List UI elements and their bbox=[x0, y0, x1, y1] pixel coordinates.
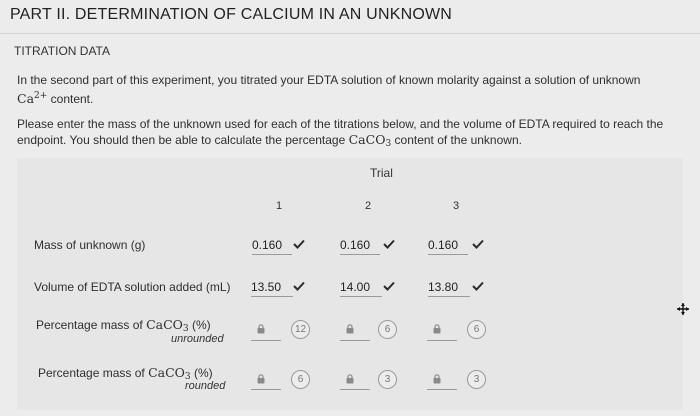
volume-input-trial-3[interactable]: 13.80 bbox=[428, 280, 470, 297]
lock-icon bbox=[257, 324, 265, 334]
titration-table bbox=[17, 158, 683, 410]
pct-rounded-field-trial-2[interactable] bbox=[340, 389, 370, 390]
pct-rounded-suffix: (%) bbox=[190, 366, 213, 380]
pct-unrounded-prefix: Percentage mass of bbox=[36, 318, 147, 332]
lock-icon bbox=[346, 324, 354, 334]
pct-rounded-formula bbox=[148, 365, 191, 380]
trial-col-1: 1 bbox=[276, 200, 283, 212]
lock-icon bbox=[346, 374, 354, 384]
pct-unrounded-formula bbox=[146, 317, 189, 332]
mass-input-trial-3[interactable]: 0.160 bbox=[428, 238, 468, 255]
attempts-badge: 3 bbox=[378, 370, 397, 389]
section-title: TITRATION DATA bbox=[14, 44, 110, 58]
pct-unrounded-sublabel: unrounded bbox=[171, 333, 224, 345]
pct-rounded-formula-sub: 3 bbox=[184, 372, 191, 382]
check-icon bbox=[472, 239, 484, 249]
lock-icon bbox=[257, 374, 265, 384]
pct-rounded-field-trial-3[interactable] bbox=[427, 389, 457, 390]
intro-line1: In the second part of this experiment, you titrated your EDTA solution of known molarity against a solution of unknown bbox=[17, 73, 641, 87]
volume-label: Volume of EDTA solution added (mL) bbox=[34, 280, 231, 294]
mouse-pointer-icon bbox=[676, 302, 690, 316]
check-icon bbox=[383, 281, 395, 291]
check-icon bbox=[293, 281, 305, 291]
instructions-part2: content of the unknown. bbox=[391, 133, 522, 147]
check-icon bbox=[293, 239, 305, 249]
attempts-badge: 12 bbox=[291, 320, 310, 339]
ion-charge: 2+ bbox=[34, 91, 48, 101]
pct-rounded-field-trial-1[interactable] bbox=[251, 389, 281, 390]
trial-col-3: 3 bbox=[453, 200, 460, 212]
mass-input-trial-2[interactable]: 0.160 bbox=[340, 238, 380, 255]
pct-rounded-sublabel: rounded bbox=[185, 380, 226, 392]
pct-unrounded-field-trial-3[interactable] bbox=[427, 340, 457, 341]
pct-unrounded-label bbox=[36, 317, 211, 334]
instructions-formula-sub: 3 bbox=[385, 139, 392, 149]
instructions-formula-base: CaCO bbox=[348, 132, 386, 147]
pct-rounded-prefix: Percentage mass of bbox=[38, 366, 149, 380]
attempts-badge: 6 bbox=[291, 370, 310, 389]
pct-unrounded-suffix: (%) bbox=[188, 318, 211, 332]
volume-input-trial-1[interactable]: 13.50 bbox=[251, 280, 293, 297]
attempts-badge: 6 bbox=[378, 320, 397, 339]
pct-rounded-formula-base: CaCO bbox=[148, 365, 185, 380]
mass-input-trial-1[interactable]: 0.160 bbox=[252, 238, 292, 255]
check-icon bbox=[472, 281, 484, 291]
lock-icon bbox=[433, 324, 441, 334]
pct-unrounded-field-trial-1[interactable] bbox=[251, 340, 281, 341]
intro-paragraph bbox=[17, 72, 677, 107]
intro-line2: content. bbox=[47, 92, 94, 106]
attempts-badge: 6 bbox=[467, 320, 486, 339]
trial-header: Trial bbox=[370, 166, 393, 180]
instructions-part1: Please enter the mass of the unknown used for each of the titrations below, and the volume of EDTA required to reach the endpoint. You should then be able to calculate the percentage bbox=[17, 117, 664, 147]
lock-icon bbox=[433, 374, 441, 384]
attempts-badge: 3 bbox=[467, 370, 486, 389]
instructions-paragraph bbox=[17, 116, 677, 152]
ion-base: Ca bbox=[17, 91, 35, 106]
volume-input-trial-2[interactable]: 14.00 bbox=[340, 280, 382, 297]
title-divider bbox=[0, 33, 700, 34]
instructions-formula bbox=[349, 132, 392, 147]
pct-unrounded-formula-base: CaCO bbox=[146, 317, 183, 332]
mass-label: Mass of unknown (g) bbox=[34, 238, 146, 252]
ion-formula bbox=[17, 91, 47, 106]
pct-unrounded-field-trial-2[interactable] bbox=[340, 340, 370, 341]
check-icon bbox=[383, 239, 395, 249]
page-title: PART II. DETERMINATION OF CALCIUM IN AN UNKNOWN bbox=[10, 6, 453, 23]
trial-col-2: 2 bbox=[365, 200, 372, 212]
pct-unrounded-formula-sub: 3 bbox=[182, 324, 189, 334]
